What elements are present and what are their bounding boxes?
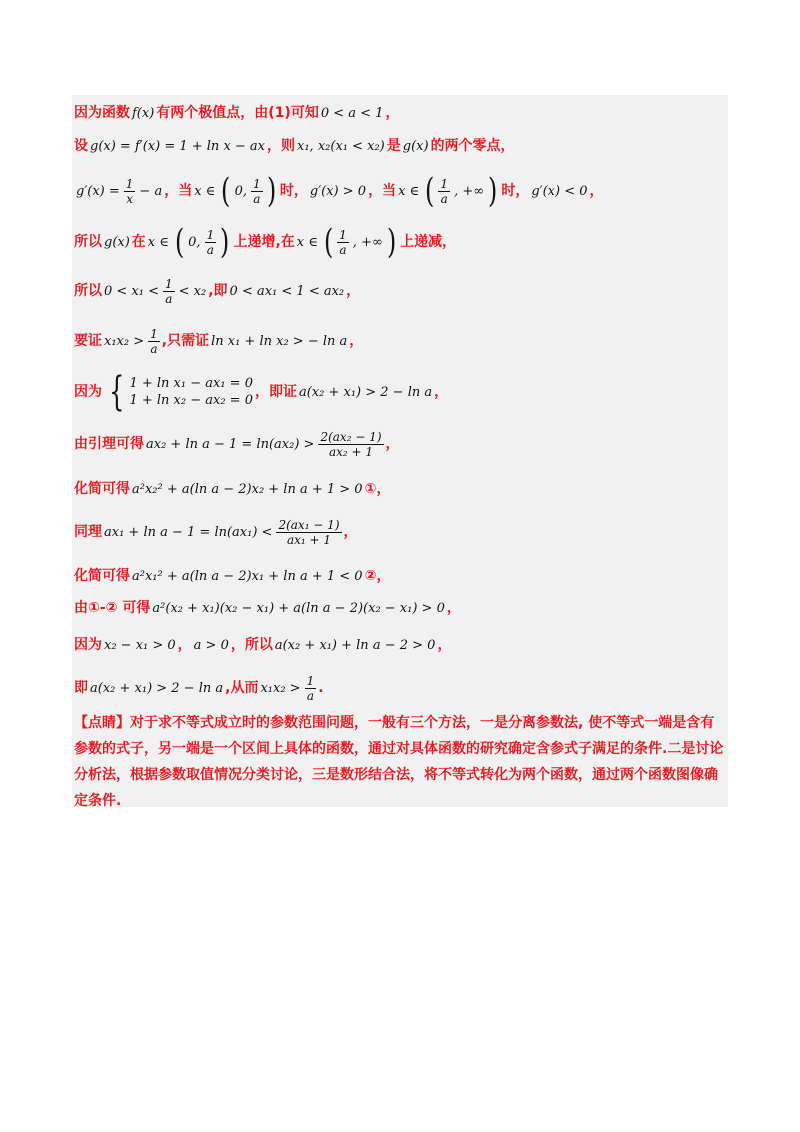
line-14 — [74, 668, 324, 708]
text: 化简可得 — [74, 568, 130, 584]
line-7 — [74, 370, 448, 414]
line-6 — [74, 322, 363, 360]
math: x₂ − x₁ > 0 — [104, 637, 176, 653]
interval: ( $\frac{1}{a}$ , +∞ ) — [323, 222, 397, 262]
text: ， — [437, 637, 452, 653]
math: g′(x) < 0 — [531, 183, 588, 199]
interval: ( 0, $\frac{1}{a}$ ) — [174, 222, 230, 262]
line-2 — [74, 131, 515, 161]
text: 化简可得 — [74, 481, 130, 497]
math: ax₁ + ln a − 1 = ln(ax₁) < — [104, 524, 273, 540]
text: ， — [589, 183, 604, 199]
text: ，即证 — [254, 384, 297, 400]
text: 在 — [131, 234, 146, 250]
text: ， — [346, 283, 361, 299]
math: g(x) = f′(x) = 1 + ln x − ax — [90, 138, 266, 154]
text: 上递增,在 — [233, 234, 295, 250]
text: ， — [434, 384, 449, 400]
fraction: $\frac{\text{2(ax₂ − 1)}}{\text{ax₂ + 1}}$ — [320, 429, 382, 459]
text: ， — [343, 524, 358, 540]
math: 0 < ax₁ < 1 < ax₂ — [229, 283, 345, 299]
math: ln x₁ + ln x₂ > − ln a — [211, 333, 348, 349]
fraction: $\frac{\text{2(ax₁ − 1)}}{\text{ax₁ + 1}}$ — [278, 517, 340, 547]
line-11 — [74, 561, 390, 591]
math: − a — [139, 183, 163, 199]
text: 设 — [74, 138, 88, 154]
interval: ( $\frac{1}{a}$ , +∞ ) — [425, 171, 498, 211]
math: a²x₂² + a(ln a − 2)x₂ + ln a + 1 > 0 — [132, 481, 363, 497]
text: ， — [376, 481, 391, 497]
math: 0 < a < 1 — [320, 105, 384, 121]
math: g(x) — [402, 138, 429, 154]
text: ， — [349, 333, 364, 349]
fraction: $\frac{1}{x}$ — [125, 176, 134, 206]
math: 0 < x₁ < — [104, 283, 159, 299]
math: a(x₂ + x₁) + ln a − 2 > 0 — [274, 637, 436, 653]
text: ,从而 — [225, 680, 259, 696]
math: < x₂ — [178, 283, 207, 299]
line-9 — [74, 474, 390, 504]
math: g′(x) = — [76, 183, 120, 199]
text: ,即 — [208, 283, 228, 299]
text: 所以 — [74, 283, 102, 299]
text: 同理 — [74, 524, 102, 540]
line-10 — [74, 512, 358, 552]
math: f(x) — [132, 105, 155, 121]
text: 的两个零点， — [430, 138, 515, 154]
math: g(x) — [104, 234, 130, 250]
line-12 — [74, 593, 461, 623]
fraction: $\frac{1}{a}$ — [306, 673, 315, 703]
fraction: $\frac{1}{a}$ — [150, 326, 158, 356]
text: 时， — [501, 183, 530, 199]
math: x₁x₂ > — [260, 680, 301, 696]
text: 上递减， — [400, 234, 457, 250]
fraction: $\frac{1}{a}$ — [165, 276, 173, 306]
math: a(x₂ + x₁) > 2 − ln a — [90, 680, 224, 696]
equation-system: { 1 + ln x₁ − ax₁ = 0 1 + ln x₂ − ax₂ = 0 — [109, 369, 253, 415]
text: ，所以 — [230, 637, 273, 653]
text: 因为 — [74, 637, 102, 653]
math: x ∈ — [147, 234, 169, 250]
circled-number-1: ① — [364, 481, 377, 497]
math: a²x₁² + a(ln a − 2)x₁ + ln a + 1 < 0 — [132, 568, 363, 584]
text: ， — [446, 600, 461, 616]
text: ,只需证 — [161, 333, 210, 349]
text: ， — [385, 105, 400, 121]
interval: ( 0, $\frac{1}{a}$ ) — [221, 171, 276, 211]
text: . — [318, 680, 324, 696]
text: ，则 — [267, 138, 296, 154]
text: ， — [376, 568, 391, 584]
math: g′(x) > 0 — [309, 183, 367, 199]
circled-number-2: ② — [364, 568, 377, 584]
dianjing-paragraph: 【点睛】对于求不等式成立时的参数范围问题，一般有三个方法，一是分离参数法, 使不等式一端是含有参数的式子，另一端是一个区间上具体的函数，通过对具体函数的研究确定含参式子满足的条件.二是讨论分析法，根据参数取值情况分类讨论，三是数形结合法，将不等式转化为两个函数，通过两个函数图像确定条件. — [74, 715, 724, 809]
math: x ∈ — [194, 183, 216, 199]
text: 时， — [279, 183, 308, 199]
math: a²(x₂ + x₁)(x₂ − x₁) + a(ln a − 2)(x₂ − x₁) > 0 — [152, 600, 445, 616]
text: 所以 — [74, 234, 102, 250]
line-1 — [74, 98, 399, 128]
line-13 — [74, 630, 451, 660]
text: 由引理可得 — [74, 436, 144, 452]
text: 有两个极值点，由(1)可知 — [156, 105, 319, 121]
math: ax₂ + ln a − 1 = ln(ax₂) > — [146, 436, 315, 452]
math: a > 0 — [193, 637, 229, 653]
line-5 — [74, 272, 360, 310]
text: 要证 — [74, 333, 102, 349]
math: x₁x₂ > — [104, 333, 145, 349]
math: x ∈ — [296, 234, 318, 250]
math: x ∈ — [398, 183, 420, 199]
text: ， — [177, 637, 192, 653]
line-3 — [74, 171, 604, 211]
text: ，当 — [368, 183, 397, 199]
text: ， — [385, 436, 400, 452]
math: x₁, x₂(x₁ < x₂) — [297, 138, 385, 154]
line-4 — [74, 222, 456, 262]
text: 因为函数 — [74, 105, 130, 121]
text: 因为 — [74, 384, 102, 400]
text: 由①-② 可得 — [74, 600, 151, 616]
math: a(x₂ + x₁) > 2 − ln a — [298, 384, 433, 400]
text: 即 — [74, 680, 88, 696]
text: 是 — [386, 138, 401, 154]
line-8 — [74, 424, 400, 464]
text: ，当 — [164, 183, 193, 199]
